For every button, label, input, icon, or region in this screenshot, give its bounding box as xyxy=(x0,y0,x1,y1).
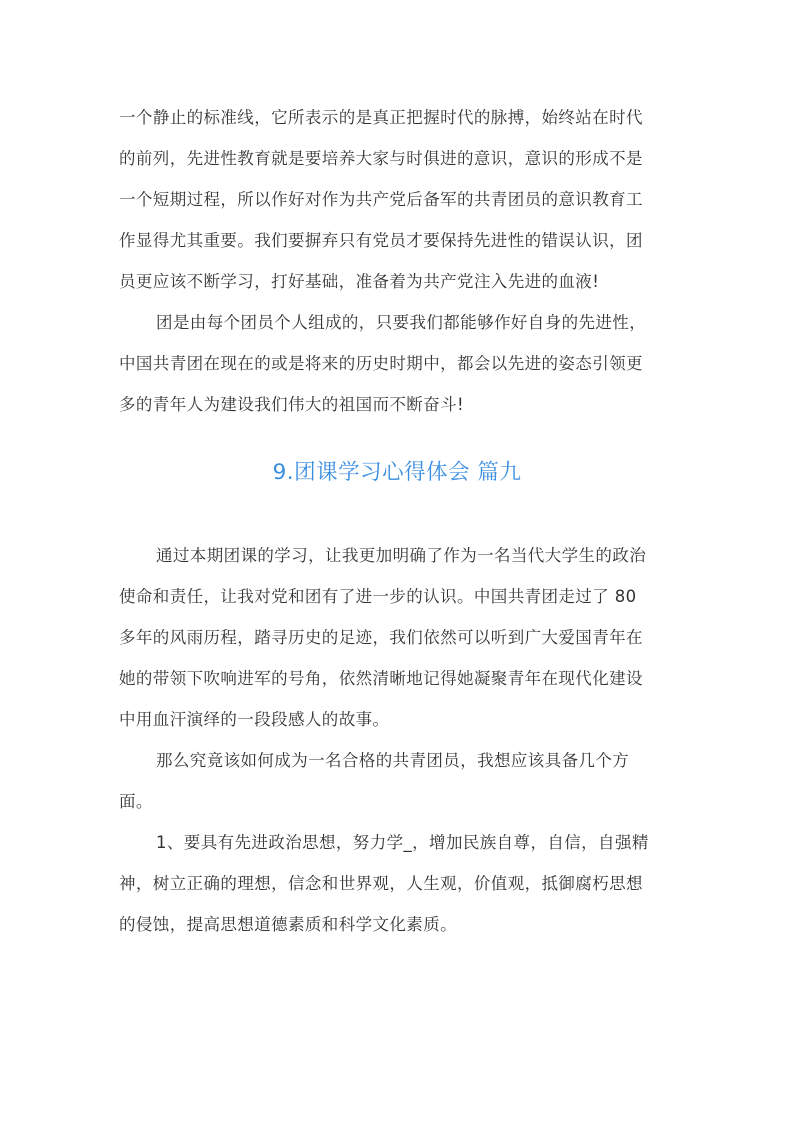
text-line: 多的青年人为建设我们伟大的祖国而不断奋斗! xyxy=(119,395,465,414)
paragraph xyxy=(119,97,679,302)
text-line: 作显得尤其重要。我们要摒弃只有党员才要保持先进性的错误认识，团 xyxy=(119,231,643,250)
text-line: 员更应该不断学习，打好基础，准备着为共产党注入先进的血液! xyxy=(119,272,600,291)
text-line: 1、要具有先进政治思想，努力学_，增加民族自尊，自信，自强精 xyxy=(156,833,649,852)
section-b xyxy=(119,535,679,945)
text-line: 中国共青团在现在的或是将来的历史时期中，都会以先进的姿态引领更 xyxy=(119,354,643,373)
text-line: 神，树立正确的理想，信念和世界观，人生观，价值观，抵御腐朽思想 xyxy=(119,874,643,893)
text-line: 使命和责任，让我对党和团有了进一步的认识。中国共青团走过了 80 xyxy=(119,587,637,606)
text-line: 多年的风雨历程，踏寻历史的足迹，我们依然可以听到广大爱国青年在 xyxy=(119,628,643,647)
text-line: 那么究竟该如何成为一名合格的共青团员，我想应该具备几个方 xyxy=(156,751,630,770)
paragraph xyxy=(119,302,679,425)
text-line: 面。 xyxy=(119,792,153,811)
section-heading: 9.团课学习心得体会 篇九 xyxy=(272,460,522,485)
text-line: 的前列，先进性教育就是要培养大家与时俱进的意识，意识的形成不是 xyxy=(119,149,643,168)
text-line: 的侵蚀，提高思想道德素质和科学文化素质。 xyxy=(119,915,457,934)
text-line: 她的带领下吹响进军的号角，依然清晰地记得她凝聚青年在现代化建设 xyxy=(119,669,643,688)
text-line: 通过本期团课的学习，让我更加明确了作为一名当代大学生的政治 xyxy=(156,546,647,565)
text-line: 团是由每个团员个人组成的，只要我们都能够作好自身的先进性， xyxy=(156,313,647,332)
paragraph xyxy=(119,822,679,945)
paragraph xyxy=(119,740,679,822)
section-a xyxy=(119,97,679,425)
text-line: 一个静止的标准线，它所表示的是真正把握时代的脉搏，始终站在时代 xyxy=(119,108,643,127)
paragraph xyxy=(119,535,679,740)
text-line: 中用血汗演绎的一段段感人的故事。 xyxy=(119,710,390,729)
text-line: 一个短期过程，所以作好对作为共产党后备军的共青团员的意识教育工 xyxy=(119,190,643,209)
